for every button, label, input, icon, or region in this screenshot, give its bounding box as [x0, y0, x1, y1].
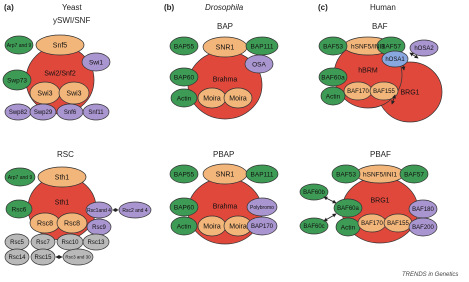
panel-c-organism: Human	[370, 3, 396, 12]
baf-baf57-label: BAF57	[381, 43, 401, 51]
pbap-actin-label: Actin	[176, 223, 192, 231]
bap-bap60-label: BAP60	[173, 74, 195, 82]
baf-core-label: hBRM	[358, 67, 378, 75]
pbap-bap111-label: BAP111	[250, 171, 274, 179]
panel-b-complex1-title: BAP	[217, 22, 234, 31]
pbap-moira2-label: Moira	[229, 223, 247, 231]
yswi-swp82-label: Swp82	[8, 110, 28, 117]
rsc-rsc1-label: Rsc1and 4	[87, 207, 111, 214]
yswi-swp29-label: Swp29	[33, 110, 53, 117]
rsc-rsc2-label: Rsc2 and 4	[122, 207, 148, 214]
pbaf-core-label: BRG1	[370, 197, 390, 205]
pbaf-arrow-60c	[324, 214, 336, 221]
rsc-rsc7-label: Rsc7	[36, 240, 50, 247]
pbaf-actin-label: Actin	[340, 224, 356, 232]
rsc-rsc8b-label: Rsc8	[64, 220, 80, 228]
yswi-swi1-label: Swi1	[88, 59, 104, 67]
yswi-core-shape	[26, 46, 94, 117]
yswi-snf11-label: Snf11	[88, 110, 104, 117]
footer-credit: TRENDS in Genetics	[402, 272, 459, 278]
yswi-swi3a-label: Swi3	[37, 90, 53, 98]
bap-moira2-label: Moira	[229, 95, 247, 103]
pbaf-baf60b-label: BAF60b	[303, 190, 325, 197]
bap-bap55-label: BAP55	[173, 43, 195, 51]
baf-baf53-label: BAF53	[323, 43, 343, 51]
baf-baf60a-label: BAF60a	[321, 74, 345, 82]
pbaf-hsnf5-label: hSNF5/INI1	[363, 171, 397, 179]
rsc-rsc14-label: Rsc14	[8, 255, 26, 262]
yswi-swi3b-label: Swi3	[66, 90, 82, 98]
baf-hosa1-label: hOSA1	[385, 57, 405, 64]
rsc-core-label: Sth1	[54, 199, 70, 207]
rsc-rsc15-label: Rsc15	[34, 255, 52, 262]
pbaf-baf57-label: BAF57	[404, 171, 424, 179]
baf-baf155-label: BAF155	[373, 89, 395, 96]
baf-hosa2-label: hOSA2	[414, 46, 434, 53]
rsc-rsc6-label: Rsc6	[11, 206, 27, 214]
pbaf-arrow-60b	[324, 197, 336, 203]
baf-brg1-label: BRG1	[400, 89, 420, 97]
yswi-swp73-label: Swp73	[7, 77, 27, 85]
yswi-snf5-label: Snf5	[52, 42, 68, 50]
yswi-core-label: Swi2/Snf2	[44, 70, 76, 78]
pbap-moira1-label: Moira	[203, 223, 221, 231]
baf-actin-label: Actin	[325, 93, 341, 101]
panel-c-letter: (c)	[318, 3, 328, 12]
pbap-polybromo-label: Polybromo	[250, 204, 274, 211]
rsc-rsc3-label: Rsc3 and 30	[65, 254, 91, 260]
pbap-bap170-label: BAP170	[250, 224, 274, 231]
panel-a-complex1-title: ySWI/SNF	[53, 16, 91, 25]
yswi-arp7-label: Arp7 and 9	[6, 42, 32, 49]
bap-bap111-label: BAP111	[250, 43, 274, 51]
panel-c-complex1-title: BAF	[372, 22, 388, 31]
bap-snr1-label: SNR1	[215, 44, 235, 52]
pbap-bap60-label: BAP60	[173, 204, 195, 212]
rsc-rsc5-label: Rsc5	[10, 240, 24, 247]
rsc-rsc9-label: Rsc9	[92, 225, 106, 232]
panel-b-letter: (b)	[164, 3, 175, 12]
pbaf-baf155-label: BAF155	[387, 221, 409, 228]
panel-a-letter: (a)	[4, 3, 14, 12]
bap-core-label: Brahma	[212, 76, 238, 84]
pbaf-baf180-label: BAF180	[412, 207, 434, 214]
pbap-snr1-label: SNR1	[215, 171, 235, 179]
panel-c-complex2-title: PBAF	[370, 150, 391, 159]
bap-actin-label: Actin	[176, 95, 192, 103]
rsc-rsc10-label: Rsc10	[61, 240, 79, 247]
panel-b-complex2-title: PBAP	[213, 150, 235, 159]
rsc-rsc8a-label: Rsc8	[37, 220, 53, 228]
rsc-rsc13-label: Rsc13	[87, 240, 105, 247]
pbaf-baf200-label: BAF200	[412, 225, 434, 232]
bap-osa-label: OSA	[252, 61, 266, 69]
pbap-core-label: Brahma	[212, 203, 238, 211]
panel-b-organism: Drosophila	[205, 3, 244, 12]
yswi-snf6-label: Snf6	[63, 110, 77, 117]
pbaf-baf53-label: BAF53	[336, 171, 356, 179]
pbaf-baf60c-label: BAF60c	[303, 224, 325, 231]
rsc-arp7-label: Arp7 and 9	[7, 174, 33, 181]
baf-baf170-label: BAF170	[347, 89, 369, 96]
pbaf-baf170-label: BAF170	[361, 221, 383, 228]
pbaf-baf60a-label: BAF60a	[337, 206, 359, 213]
bap-moira1-label: Moira	[203, 95, 221, 103]
panel-a-organism: Yeast	[62, 3, 82, 12]
rsc-sth1top-label: Sth1	[54, 174, 70, 182]
baf-hsnf5-label: hSNF5/INI1	[351, 43, 385, 51]
panel-a-complex2-title: RSC	[57, 150, 74, 159]
pbap-bap55-label: BAP55	[173, 171, 195, 179]
